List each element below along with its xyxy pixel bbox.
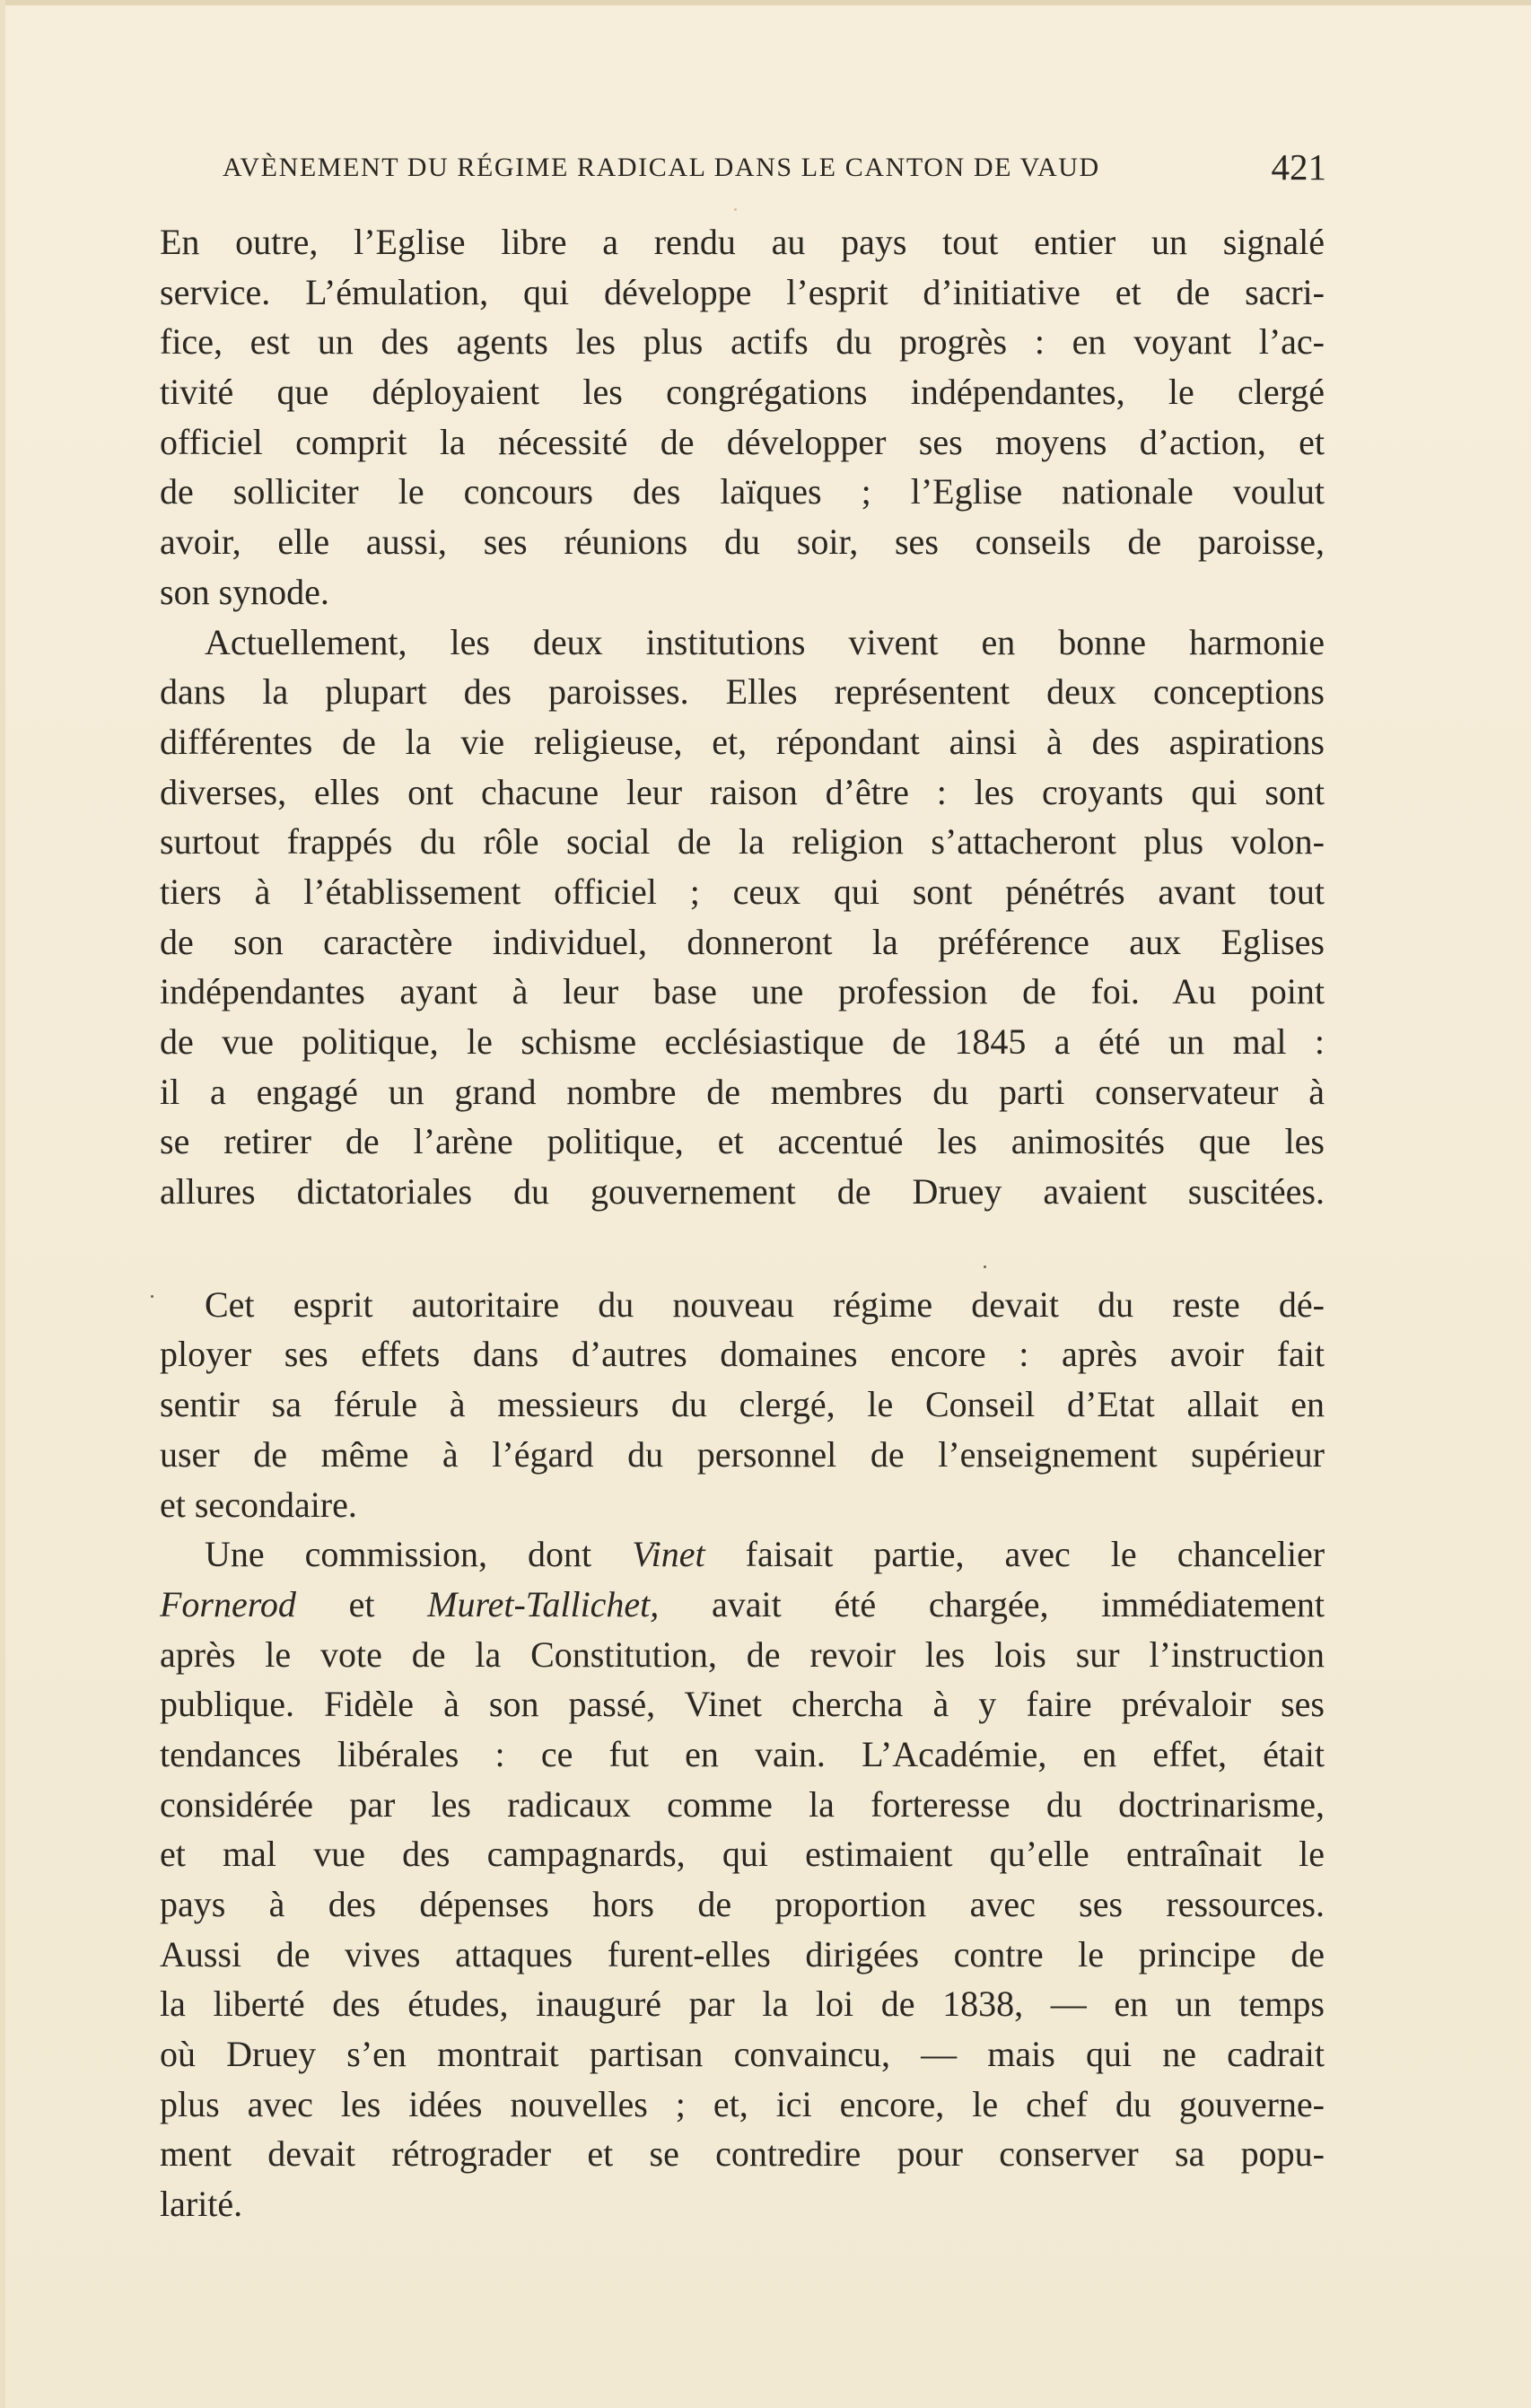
paragraph (160, 217, 1325, 617)
running-title: AVÈNEMENT DU RÉGIME RADICAL DANS LE CANTON DE VAUD (223, 153, 1100, 182)
text-line: différentes de la vie religieuse, et, répondant ainsi à des aspirations (160, 721, 1325, 762)
body-text (160, 217, 1325, 2229)
text-line: En outre, l’Eglise libre a rendu au pays tout entier un signalé (160, 222, 1325, 262)
section-gap (160, 1217, 1325, 1280)
text-line: surtout frappés du rôle social de la religion s’attacheront plus volon- (160, 821, 1325, 863)
text-line: il a engagé un grand nombre de membres du parti conservateur à (160, 1071, 1325, 1112)
text-line: de vue politique, le schisme ecclésiastique de 1845 a été un mal : (160, 1021, 1325, 1062)
text-line: pays à des dépenses hors de proportion avec ses ressources. (160, 1884, 1325, 1924)
text-line: officiel comprit la nécessité de développer ses moyens d’action, et (160, 421, 1325, 462)
text-line: tivité que déployaient les congrégations indépendantes, le clergé (160, 372, 1325, 413)
text-line: diverses, elles ont chacune leur raison d’être : les croyants qui sont (160, 771, 1325, 812)
person-name: Fornerod (160, 1583, 296, 1624)
text-line: avoir, elle aussi, ses réunions du soir, ses conseils de paroisse, (160, 521, 1325, 563)
running-header (223, 145, 1326, 199)
text-line: allures dictatoriales du gouvernement de Druey avaient suscitées. (160, 1171, 1325, 1213)
text-run: avait été chargée, immédiatement (659, 1583, 1325, 1624)
text-line: et mal vue des campagnards, qui estimaient qu’elle entraînait le (160, 1834, 1325, 1875)
text-line: user de même à l’égard du personnel de l’enseignement supérieur (160, 1433, 1325, 1475)
paragraph (160, 617, 1325, 1217)
text-line: service. L’émulation, qui développe l’esprit d’initiative et de sacri- (160, 271, 1325, 312)
text-line: Cet esprit autoritaire du nouveau régime devait du reste dé- (205, 1283, 1325, 1325)
text-line: la liberté des études, inauguré par la loi de 1838, — en un temps (160, 1983, 1325, 2025)
paragraph (160, 1280, 1325, 1529)
text-line (160, 1580, 1325, 1630)
text-line: son synode. (160, 571, 329, 612)
text-line (160, 1529, 1325, 1580)
text-line: Actuellement, les deux institutions vivent en bonne harmonie (205, 621, 1325, 662)
page-number: 421 (1271, 146, 1326, 188)
text-run: faisait partie, avec le chancelier (704, 1534, 1325, 1575)
text-line: dans la plupart des paroisses. Elles représentent deux conceptions (160, 671, 1325, 713)
text-line: indépendantes ayant à leur base une profession de foi. Au point (160, 971, 1325, 1012)
text-line: ment devait rétrograder et se contredire pour conserver sa popu- (160, 2133, 1325, 2175)
text-line: de solliciter le concours des laïques ; l’Eglise nationale voulut (160, 471, 1325, 512)
text-line: tiers à l’établissement officiel ; ceux qui sont pénétrés avant tout (160, 871, 1325, 912)
print-speck (984, 1265, 986, 1268)
text-run: et (295, 1583, 428, 1624)
print-speck (151, 1295, 153, 1298)
text-line: de son caractère individuel, donneront la préférence aux Eglises (160, 921, 1325, 962)
text-line: après le vote de la Constitution, de revoir les lois sur l’instruction (160, 1633, 1325, 1675)
text-run: Une commission, dont (205, 1534, 633, 1575)
text-line: ployer ses effets dans d’autres domaines encore : après avoir fait (160, 1334, 1325, 1375)
text-line: fice, est un des agents les plus actifs du progrès : en voyant l’ac- (160, 321, 1325, 363)
text-line: où Druey s’en montrait partisan convaincu, — mais qui ne cadrait (160, 2034, 1325, 2075)
text-line: tendances libérales : ce fut en vain. L’Académie, en effet, était (160, 1733, 1325, 1774)
text-line: Aussi de vives attaques furent-elles dirigées contre le principe de (160, 1933, 1325, 1975)
person-name: Muret-Tallichet, (427, 1583, 660, 1624)
text-line: publique. Fidèle à son passé, Vinet chercha à y faire prévaloir ses (160, 1684, 1325, 1725)
text-line: plus avec les idées nouvelles ; et, ici encore, le chef du gouverne- (160, 2083, 1325, 2124)
paragraph (160, 1529, 1325, 2229)
text-line: sentir sa férule à messieurs du clergé, le Conseil d’Etat allait en (160, 1384, 1325, 1425)
text-line: considérée par les radicaux comme la forteresse du doctrinarisme, (160, 1783, 1325, 1825)
person-name: Vinet (632, 1534, 705, 1575)
page-top-edge (0, 0, 1531, 5)
print-speck (734, 208, 737, 211)
text-line: se retirer de l’arène politique, et accentué les animosités que les (160, 1121, 1325, 1162)
page-left-edge (0, 0, 5, 2408)
text-line: larité. (160, 2184, 243, 2225)
text-line: et secondaire. (160, 1484, 357, 1525)
